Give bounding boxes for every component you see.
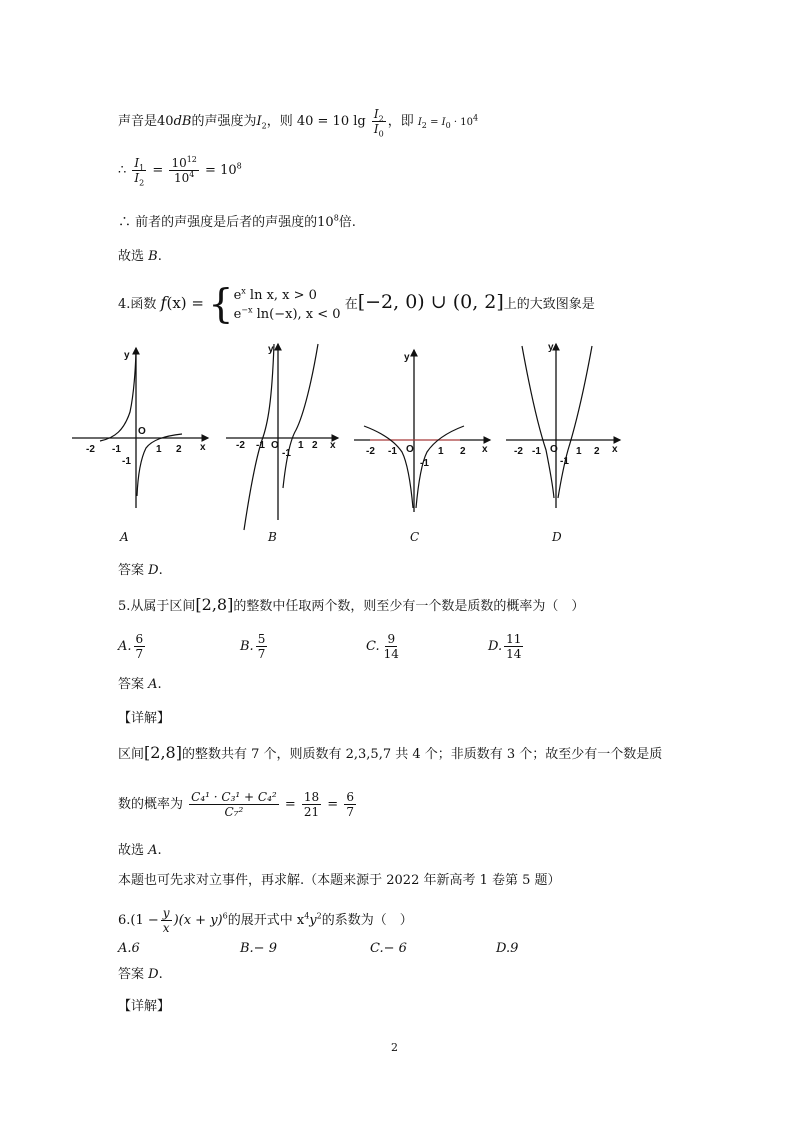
graph-b-tick-2: 2 — [312, 440, 318, 451]
question-6: 6.(1 − $\frac{y}{x}$ )$(x + y)^6$的展开式中 $x^4y^2$的系数为（ ） — [118, 906, 413, 935]
graph-b-tick-neg2: -2 — [236, 440, 245, 451]
line-sound-intensity: 声音是40dB的声强度为$I_2$，则 40 = 10 lg $\frac{I_2}{I_0}$ ，即 $I_2 = I_0 \cdot 10^4$ — [118, 107, 479, 139]
line-ratio: ∴ $\frac{I_1}{I_2}$ = $\frac{10^{12}}{10^4}$ = $10^8$ — [118, 155, 242, 188]
graph-a-origin: O — [138, 426, 146, 437]
q5-option-a: A. $\frac{6}{7}$ — [118, 632, 144, 661]
solution-5-line-1: 区间[2,8]的整数共有 7 个，则质数有 2,3,5,7 共 4 个；非质数有 3 个；故至少有一个数是质 — [118, 743, 663, 762]
graph-b-tick-y-neg1: -1 — [282, 448, 291, 459]
graph-label-a: A — [120, 530, 129, 544]
solution-5-line-2: 数的概率为 $\frac{\text{C₄¹ · C₃¹ + C₄²}}{\text{C₇²}}$ = $\frac{18}{21}$ = $\frac{6}{7}$ — [118, 790, 354, 819]
graph-d-x-label: x — [612, 444, 618, 455]
line-choose-a: 故选 A. — [118, 843, 162, 858]
answer-5: 答案 A. — [118, 677, 162, 692]
graph-b-tick-1: 1 — [298, 440, 304, 451]
detail-heading-1: 【详解】 — [118, 711, 171, 726]
graph-d-tick-y-neg1: -1 — [560, 456, 569, 467]
graph-label-d: D — [552, 530, 562, 544]
graph-b-tick-neg1: -1 — [256, 440, 265, 451]
graph-c-x-label: x — [482, 444, 488, 455]
graph-label-b: B — [268, 530, 277, 544]
line-choose-b: 故选 B. — [118, 249, 162, 264]
detail-heading-2: 【详解】 — [118, 999, 171, 1014]
graph-c — [354, 350, 490, 512]
q5-option-c: C. $\frac{9}{14}$ — [366, 632, 399, 661]
graph-c-tick-2: 2 — [460, 446, 466, 457]
fraction-i2-i0: $\frac{I_2}{I_0}$ — [373, 107, 384, 139]
line-conclusion: ∴ 前者的声强度是后者的声强度的$10^8$倍. — [118, 213, 356, 230]
graph-a-tick-2: 2 — [176, 444, 182, 455]
piecewise-cases: $e^x$ ln x, x > 0 $e^{-x}$ ln(−x), x < 0 — [233, 286, 341, 322]
graph-d-origin: O — [550, 444, 558, 455]
q6-option-c: C.− 6 — [370, 941, 407, 956]
graph-c-tick-1: 1 — [438, 446, 444, 457]
graph-a-x-label: x — [200, 442, 206, 453]
graph-c-y-label: y — [404, 352, 410, 363]
graph-b-y-label: y — [268, 344, 274, 355]
graph-c-tick-neg2: -2 — [366, 446, 375, 457]
page-number: 2 — [391, 1041, 398, 1054]
q6-option-d: D.9 — [496, 941, 519, 956]
graph-c-tick-neg1: -1 — [388, 446, 397, 457]
graph-a — [72, 348, 208, 508]
graph-c-tick-y-neg1: -1 — [420, 458, 429, 469]
graph-d-tick-neg1: -1 — [532, 446, 541, 457]
graph-a-tick-neg1: -1 — [112, 444, 121, 455]
graph-a-tick-neg2: -2 — [86, 444, 95, 455]
graph-a-tick-1: 1 — [156, 444, 162, 455]
source-note: 本题也可先求对立事件，再求解.（本题来源于 2022 年新高考 1 卷第 5 题） — [118, 873, 561, 888]
q5-option-b: B. $\frac{5}{7}$ — [240, 632, 266, 661]
graph-d-tick-2: 2 — [594, 446, 600, 457]
function-graphs — [0, 340, 794, 550]
graph-d-tick-neg2: -2 — [514, 446, 523, 457]
question-4: 4.函数 $f(x) = \{e^x$ ln x, x > 0 $e^{-x}$ ln(−x), x < 0 在[−2, 0) ∪ (0, 2]上的大致图象是 — [118, 281, 595, 328]
q6-option-b: B.− 9 — [240, 941, 277, 956]
graph-label-c: C — [410, 530, 420, 544]
graph-a-y-label: y — [124, 350, 130, 361]
graph-a-tick-y-neg1: -1 — [122, 456, 131, 467]
graph-d-y-label: y — [548, 342, 554, 353]
q5-option-d: D. $\frac{11}{14}$ — [488, 632, 522, 661]
graph-b-origin: O — [271, 440, 279, 451]
graph-d-tick-1: 1 — [576, 446, 582, 457]
answer-4: 答案 D. — [118, 563, 163, 578]
graph-b-x-label: x — [330, 440, 336, 451]
question-5: 5.从属于区间[2,8]的整数中任取两个数，则至少有一个数是质数的概率为（ ） — [118, 595, 585, 614]
graph-c-origin: O — [406, 444, 414, 455]
graph-d — [506, 342, 620, 508]
answer-6: 答案 D. — [118, 967, 163, 982]
graph-b — [226, 344, 338, 530]
q6-option-a: A.6 — [118, 941, 140, 956]
